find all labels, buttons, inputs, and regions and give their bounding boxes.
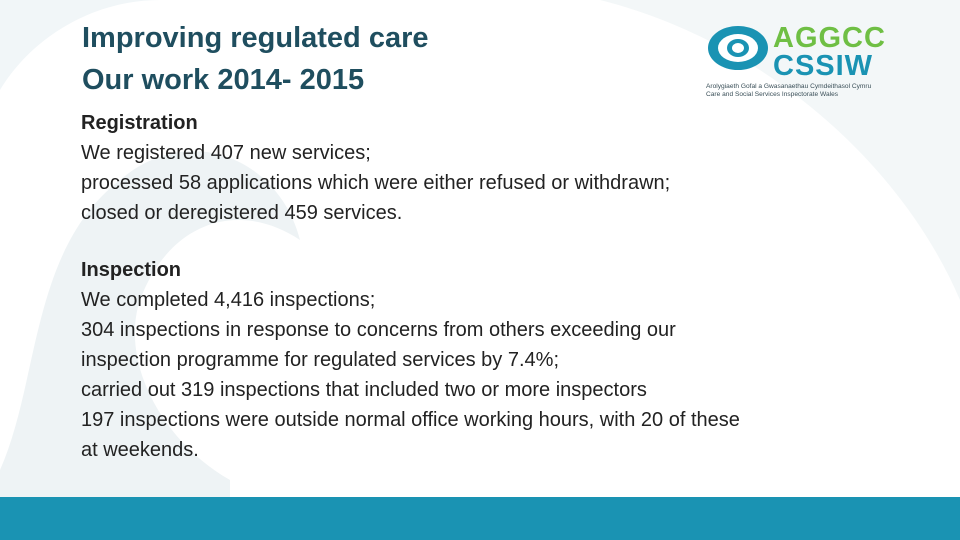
title-line-2: Our work 2014- 2015 [82, 64, 365, 96]
cssiw-logo [700, 14, 925, 96]
logo-word-welsh: AGGCC [773, 22, 886, 54]
logo-subtitle-welsh: Arolygiaeth Gofal a Gwasanaethau Cymdeithasol Cymru [706, 83, 872, 90]
slide-title [82, 17, 429, 101]
registration-section [81, 108, 670, 228]
inspection-line: We completed 4,416 inspections; [81, 289, 376, 311]
inspection-line: carried out 319 inspections that included two or more inspectors [81, 379, 647, 401]
logo-word-english: CSSIW [773, 50, 874, 82]
inspection-heading: Inspection [81, 259, 182, 281]
inspection-line: 304 inspections in response to concerns from others exceeding our [81, 319, 676, 341]
eye-ring-logo-icon [704, 18, 774, 80]
inspection-line: 197 inspections were outside normal office working hours, with 20 of these [81, 409, 740, 431]
inspection-section [81, 255, 740, 465]
registration-line: closed or deregistered 459 services. [81, 202, 403, 224]
title-line-1: Improving regulated care [82, 22, 429, 54]
inspection-line: inspection programme for regulated services by 7.4%; [81, 349, 560, 371]
registration-heading: Registration [81, 112, 198, 134]
inspection-line: at weekends. [81, 439, 199, 461]
logo-subtitle-english: Care and Social Services Inspectorate Wales [706, 91, 839, 98]
registration-line: processed 58 applications which were either refused or withdrawn; [81, 172, 671, 194]
registration-line: We registered 407 new services; [81, 142, 371, 164]
